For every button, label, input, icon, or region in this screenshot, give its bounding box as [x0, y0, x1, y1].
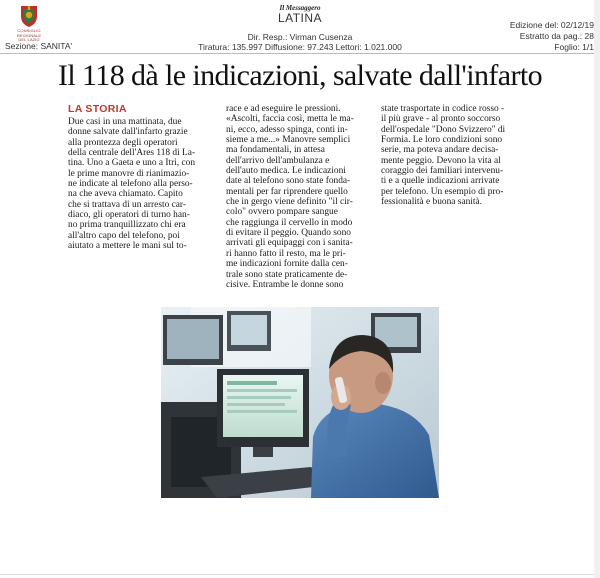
article-column-2 [226, 104, 374, 290]
text-line: all'altro capo del telefono, poi [68, 230, 180, 241]
edition-date: Edizione del: 02/12/19 [509, 20, 594, 30]
article-headline: Il 118 dà le indicazioni, salvate dall'infarto [57, 59, 542, 92]
regional-council-logo [18, 4, 40, 28]
article-kicker: LA STORIA [68, 103, 127, 115]
text-line: mente peggio. Devono la vita al [381, 155, 501, 166]
logo-caption-line: REGIONALE [16, 32, 42, 38]
masthead-newspaper-name: Il Messaggero [279, 4, 321, 12]
text-line: ni, ecco, adesso spinga, conti in- [226, 124, 348, 135]
text-line: fessionalità e buona sanità. [381, 197, 483, 208]
logo-caption-line: CONSIGLIO [17, 28, 41, 33]
text-line: trale sono state praticamente de- [226, 269, 348, 280]
footer-divider [0, 574, 600, 575]
text-line: ti e a quelle indicazioni arrivate [381, 176, 500, 187]
circulation-info: Tiratura: 135.997 Diffusione: 97.243 Lettori: 1.021.000 [198, 42, 402, 52]
masthead [270, 4, 330, 25]
text-line: che si trattava di un arresto car- [68, 199, 186, 210]
text-line: na che aveva chiamato. Capito [68, 189, 183, 200]
text-line: il più grave - al pronto soccorso [381, 114, 501, 125]
article-column-1 [68, 117, 211, 251]
text-line: colo" ovvero pompare sangue [226, 207, 338, 218]
text-line: alla prontezza degli operatori [68, 137, 178, 148]
text-line: sieme a me...» Manovre semplici [226, 135, 351, 146]
article-photo [161, 307, 439, 498]
sheet-number: Foglio: 1/1 [554, 42, 594, 52]
vertical-scrollbar[interactable] [594, 0, 600, 578]
text-line: dell'ospedale "Dono Svizzero" di [381, 124, 506, 135]
text-line: dell'arrivo dell'ambulanza e [226, 155, 330, 166]
text-line: ne indicate al telefono alla perso- [68, 179, 193, 190]
text-line: che raggiunga il cervello in modo [226, 217, 353, 228]
text-line: serie, ma poteva andare decisa- [381, 145, 499, 156]
operator-photo-illustration [161, 307, 439, 498]
text-line: tina. Uno a Gaeta e uno a Itri, con [68, 158, 196, 169]
text-line: dell'auto medica. Le indicazioni [226, 166, 346, 177]
text-line: le prime manovre di rianimazio- [68, 168, 190, 179]
header-divider [0, 53, 600, 54]
text-line: race e ad eseguire le pressioni. [226, 104, 341, 114]
section-label: Sezione: SANITA' [5, 41, 73, 51]
masthead-edition-name: LATINA [277, 11, 323, 25]
text-line: no prima tranquillizzato chi era [68, 220, 186, 231]
director-info: Dir. Resp.: Virman Cusenza [247, 32, 353, 42]
text-line: per telefono. Un esempio di pro- [381, 186, 504, 197]
article-column-3 [381, 104, 533, 207]
text-line: ma fondamentali, in attesa [226, 145, 325, 156]
text-line: aiutato a mettere le mani sul to- [68, 241, 187, 252]
text-line: coraggio dei familiari intervenu- [381, 166, 504, 177]
logo-caption-line: DEL LAZIO [18, 37, 40, 42]
text-line: state trasportate in codice rosso - [381, 104, 505, 114]
text-line: «Ascolti, faccia così, metta le ma- [226, 114, 354, 125]
text-line: della centrale dell'Ares 118 di La- [68, 148, 196, 159]
text-line: cisive. Entrambe le donne sono [226, 279, 344, 290]
text-line: di evitare il peggio. Quando sono [226, 228, 351, 239]
text-line: ri hanno fatto il resto, ma le pri- [226, 248, 346, 259]
text-line: date al telefono sono state fonda- [226, 176, 351, 187]
text-line: Formia. Le loro condizioni sono [381, 135, 503, 146]
text-line: che in gergo viene definito "il cir- [226, 197, 353, 208]
text-line: donne salvate dall'infarto grazie [68, 127, 188, 138]
text-line: diaco, gli operatori di turno han- [68, 210, 190, 221]
page-extract: Estratto da pag.: 28 [519, 31, 594, 41]
text-line: arrivati gli equipaggi con i sanita- [226, 238, 353, 249]
text-line: mentali per far riprendere quello [226, 186, 348, 197]
text-line: Due casi in una mattinata, due [68, 117, 182, 127]
text-line: me indicazioni fornite dalla cen- [226, 259, 348, 270]
